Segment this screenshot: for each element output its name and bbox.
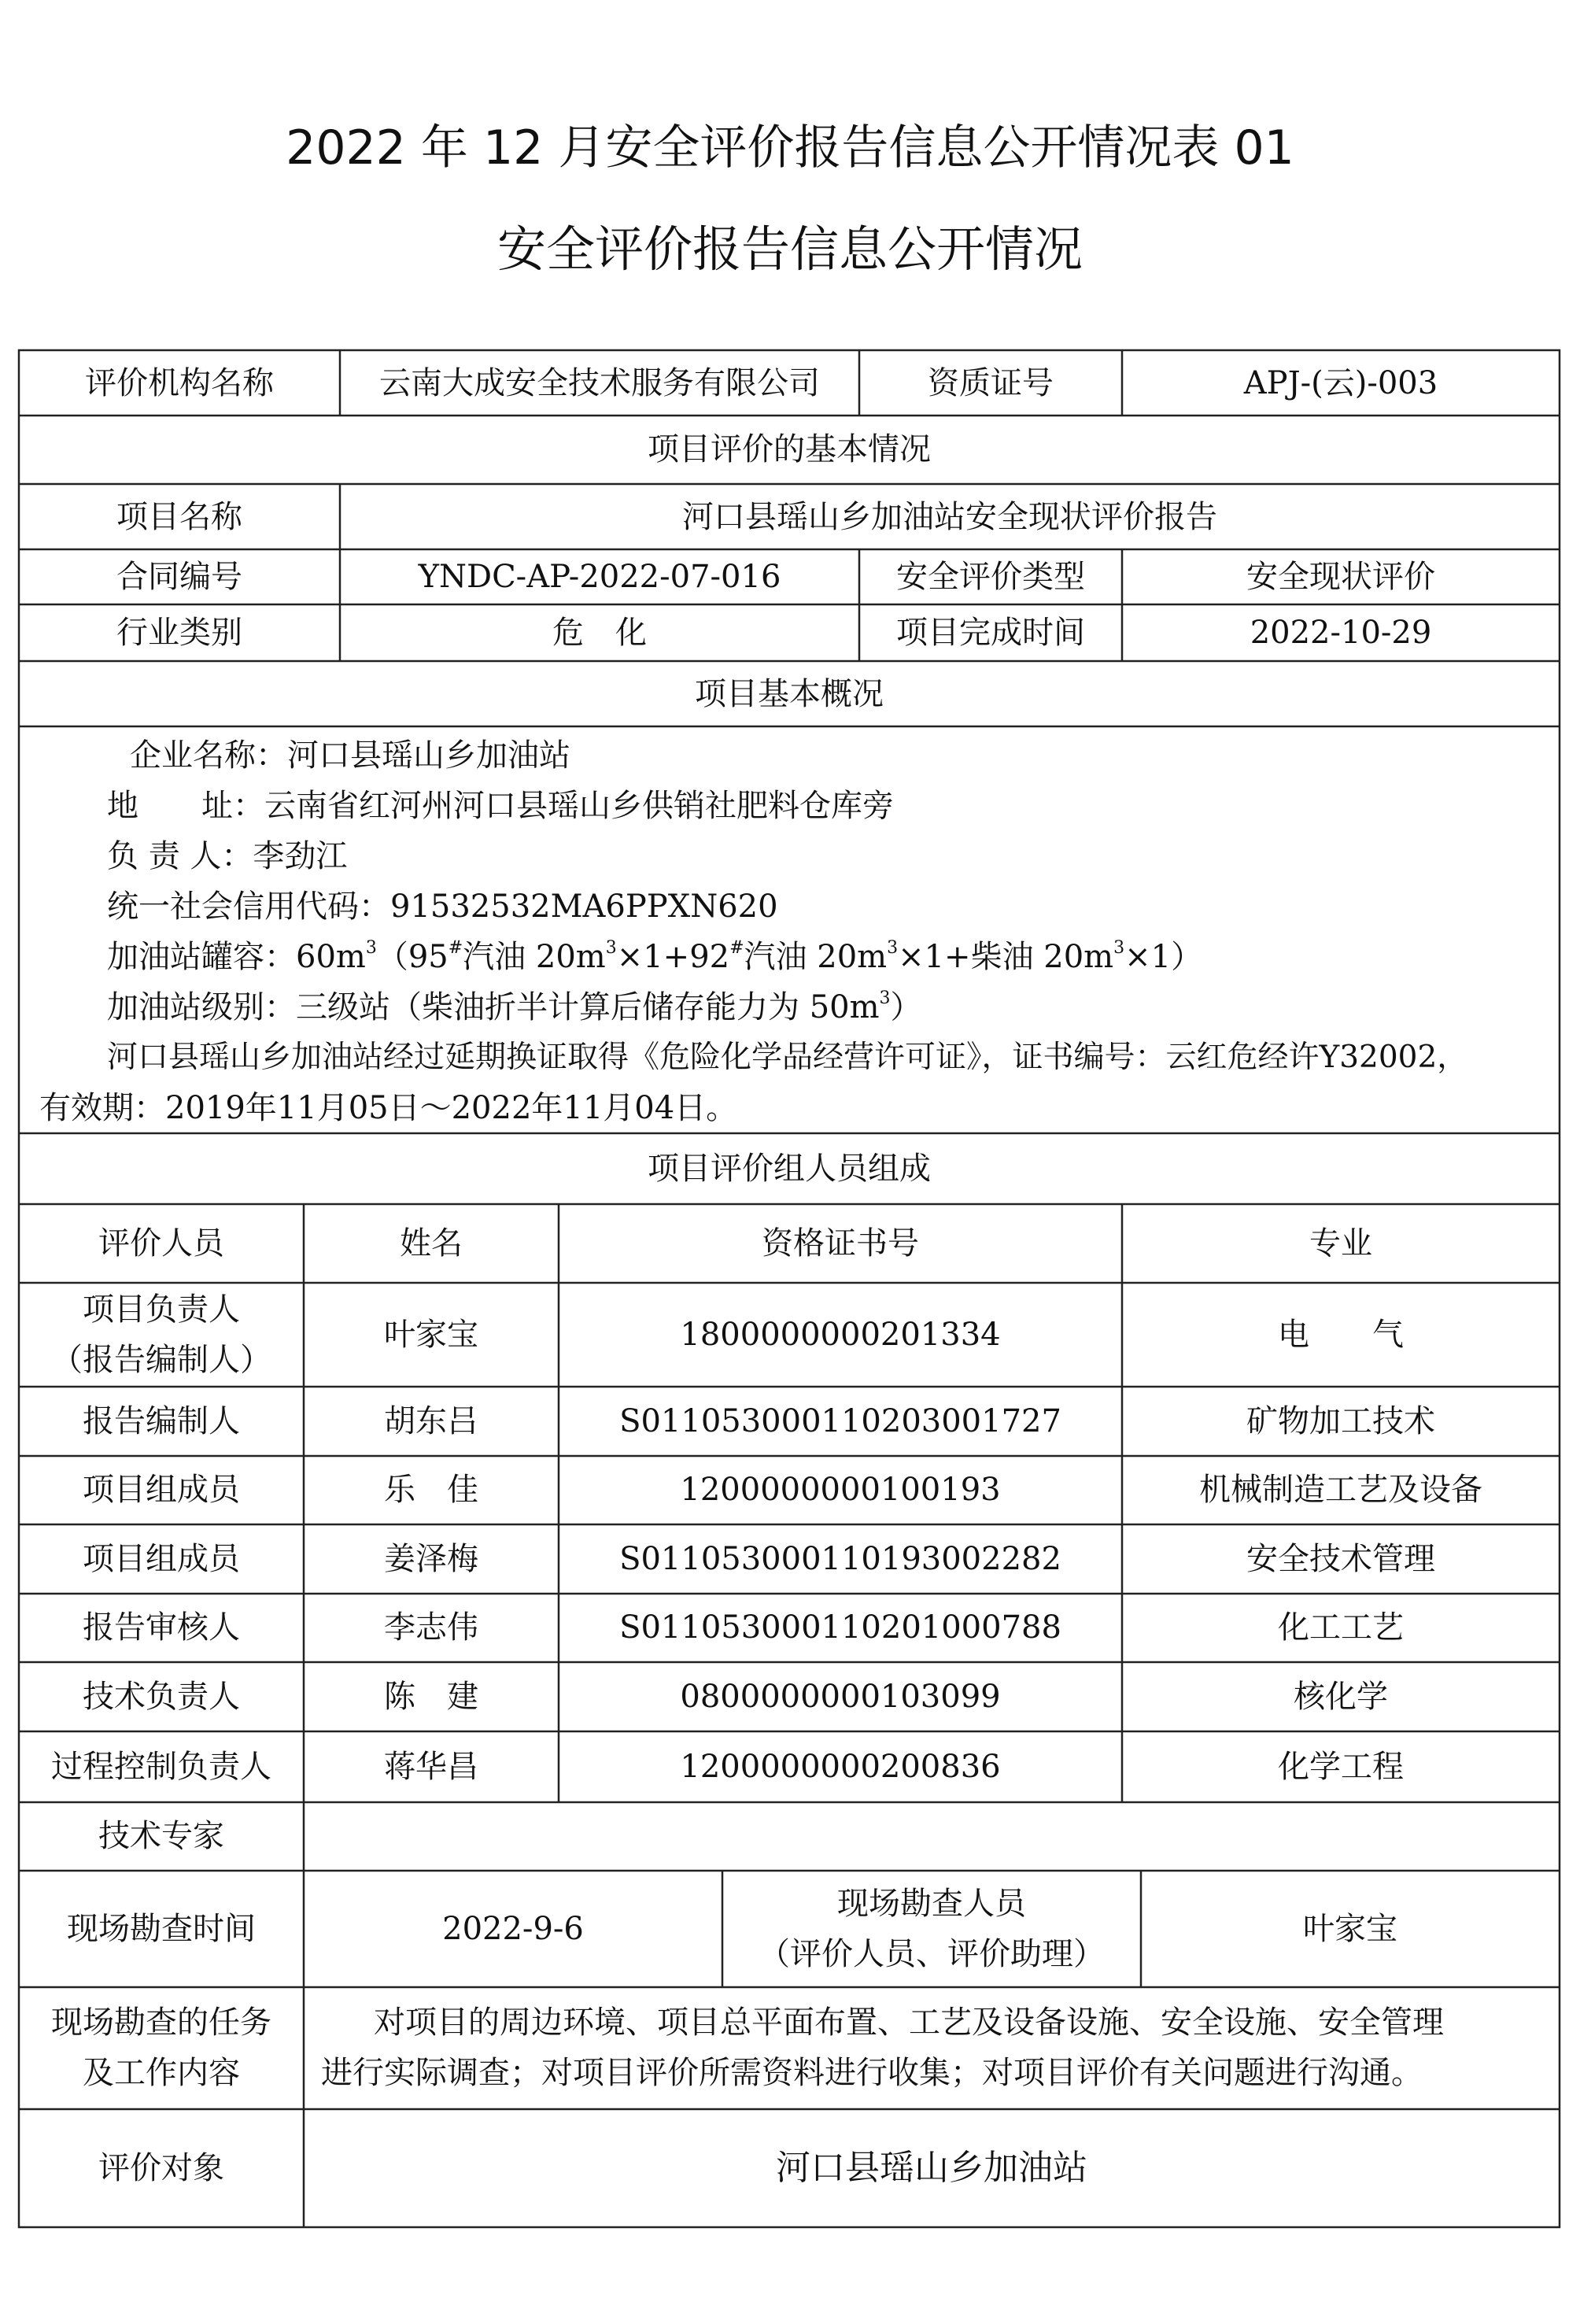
target-label: 评价对象 bbox=[98, 2150, 224, 2186]
team-row-name: 胡东吕 bbox=[384, 1403, 478, 1439]
industry-value: 危 化 bbox=[552, 615, 647, 651]
team-row-cert: S011053000110193002282 bbox=[619, 1541, 1061, 1577]
team-row-cert: S011053000110201000788 bbox=[619, 1609, 1061, 1646]
team-row-major: 机械制造工艺及设备 bbox=[1199, 1472, 1482, 1508]
team-row-major: 化学工程 bbox=[1278, 1749, 1404, 1785]
survey-time-value: 2022-9-6 bbox=[442, 1911, 584, 1947]
overview-company: 企业名称：河口县瑶山乡加油站 bbox=[130, 737, 570, 774]
finish-label: 项目完成时间 bbox=[896, 615, 1085, 651]
team-row-role: 报告编制人 bbox=[83, 1403, 240, 1439]
team-row-role-note: （报告编制人） bbox=[51, 1342, 271, 1378]
overview-address: 地 址：云南省红河州河口县瑶山乡供销社肥料仓库旁 bbox=[107, 788, 894, 824]
team-row-major: 安全技术管理 bbox=[1246, 1541, 1435, 1577]
team-row-cert: 1200000000100193 bbox=[680, 1472, 1001, 1508]
project-name-value: 河口县瑶山乡加油站安全现状评价报告 bbox=[682, 499, 1217, 535]
team-row-role: 过程控制负责人 bbox=[51, 1749, 271, 1785]
team-row-name: 陈 建 bbox=[384, 1679, 478, 1715]
team-row-cert: 0800000000103099 bbox=[680, 1679, 1001, 1715]
cert-label: 资质证号 bbox=[928, 365, 1054, 401]
overview-section-title: 项目基本概况 bbox=[695, 676, 884, 712]
org-name-value: 云南大成安全技术服务有限公司 bbox=[379, 365, 820, 401]
team-row-major: 核化学 bbox=[1294, 1679, 1388, 1715]
overview-level: 加油站级别：三级站（柴油折半计算后储存能力为 $50m^3$） bbox=[107, 988, 922, 1025]
team-row-major: 电 气 bbox=[1278, 1317, 1404, 1353]
eval-type-label: 安全评价类型 bbox=[896, 559, 1085, 595]
survey-staff-value: 叶家宝 bbox=[1303, 1911, 1397, 1947]
team-section-title: 项目评价组人员组成 bbox=[648, 1151, 931, 1187]
team-row-role: 报告审核人 bbox=[83, 1609, 240, 1646]
team-header-major: 专业 bbox=[1309, 1225, 1372, 1262]
eval-type-value: 安全现状评价 bbox=[1246, 559, 1435, 595]
team-row-role: 项目组成员 bbox=[83, 1472, 240, 1508]
team-row-major: 矿物加工技术 bbox=[1246, 1403, 1435, 1439]
team-row-major: 化工工艺 bbox=[1278, 1609, 1404, 1646]
survey-time-label: 现场勘查时间 bbox=[67, 1911, 256, 1947]
team-row-role: 项目负责人 bbox=[83, 1291, 240, 1328]
team-row-role: 技术负责人 bbox=[83, 1679, 240, 1715]
team-header-cert: 资格证书号 bbox=[762, 1225, 919, 1262]
expert-label: 技术专家 bbox=[98, 1818, 224, 1854]
cert-value: APJ-(云)-003 bbox=[1243, 365, 1438, 401]
overview-manager: 负 责 人：李劲江 bbox=[107, 838, 348, 874]
team-row-name: 乐 佳 bbox=[384, 1472, 478, 1508]
team-row-cert: 1200000000200836 bbox=[680, 1749, 1001, 1785]
team-row-name: 李志伟 bbox=[384, 1609, 478, 1646]
project-name-label: 项目名称 bbox=[116, 499, 242, 535]
contract-value: YNDC-AP-2022-07-016 bbox=[418, 559, 781, 595]
survey-task-label: 现场勘查的任务 bbox=[51, 2004, 271, 2041]
survey-task-line1: 对项目的周边环境、项目总平面布置、工艺及设备设施、安全设施、安全管理 bbox=[374, 2004, 1444, 2041]
org-name-label: 评价机构名称 bbox=[85, 365, 274, 401]
finish-value: 2022-10-29 bbox=[1250, 615, 1432, 651]
industry-label: 行业类别 bbox=[116, 615, 242, 651]
survey-staff-label: 现场勘查人员 bbox=[837, 1886, 1026, 1922]
team-row-name: 叶家宝 bbox=[384, 1317, 478, 1353]
overview-credit-code: 统一社会信用代码：91532532MA6PPXN620 bbox=[107, 889, 778, 925]
team-header-role: 评价人员 bbox=[98, 1225, 224, 1262]
survey-staff-label-note: （评价人员、评价助理） bbox=[759, 1936, 1105, 1972]
team-row-name: 姜泽梅 bbox=[384, 1541, 478, 1577]
survey-task-label-cont: 及工作内容 bbox=[83, 2055, 240, 2091]
survey-task-line2: 进行实际调查；对项目评价所需资料进行收集；对项目评价有关问题进行沟通。 bbox=[321, 2055, 1423, 2091]
page-subtitle: 安全评价报告信息公开情况 bbox=[497, 220, 1083, 278]
team-row-role: 项目组成员 bbox=[83, 1541, 240, 1577]
team-row-cert: S011053000110203001727 bbox=[619, 1403, 1061, 1439]
page-title: 2022 年 12 月安全评价报告信息公开情况表 01 bbox=[286, 120, 1294, 176]
team-header-name: 姓名 bbox=[400, 1225, 463, 1262]
overview-license-line1: 河口县瑶山乡加油站经过延期换证取得《危险化学品经营许可证》，证书编号：云红危经许Y32002， bbox=[107, 1040, 1468, 1075]
team-row-cert: 1800000000201334 bbox=[680, 1317, 1001, 1353]
contract-label: 合同编号 bbox=[116, 559, 242, 595]
target-value: 河口县瑶山乡加油站 bbox=[776, 2148, 1087, 2188]
team-row-name: 蒋华昌 bbox=[384, 1749, 478, 1785]
basic-section-title: 项目评价的基本情况 bbox=[648, 431, 931, 467]
overview-license-line2: 有效期：2019年11月05日～2022年11月04日。 bbox=[39, 1090, 738, 1126]
overview-capacity: 加油站罐容：$60m^3(95^{\#}$汽油 $20m^3\times 1+92^{\#}$汽油 $20m^3\times 1+$柴油 $20m^3\times 1$） bbox=[107, 938, 1203, 975]
